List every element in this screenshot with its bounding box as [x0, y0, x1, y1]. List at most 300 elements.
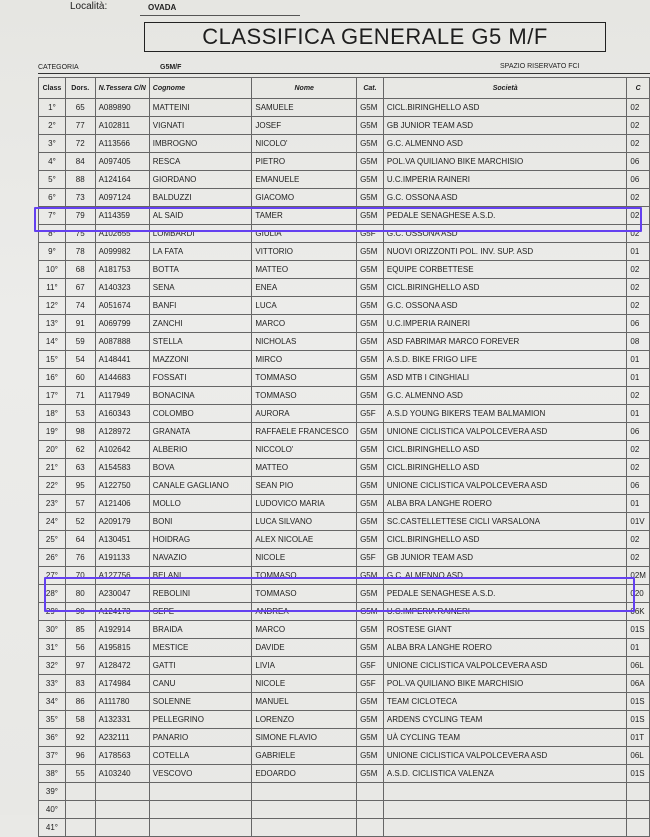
row-extra: 01 [627, 495, 650, 513]
row-extra: 02 [627, 459, 650, 477]
row-bib [65, 819, 95, 837]
row-extra: 01S [627, 693, 650, 711]
header-divider [38, 73, 650, 74]
row-rank: 33° [39, 675, 66, 693]
row-surname: BANFI [149, 297, 252, 315]
row-rank: 37° [39, 747, 66, 765]
row-surname: BOVA [149, 459, 252, 477]
row-rank: 23° [39, 495, 66, 513]
table-row [39, 153, 650, 171]
row-extra: 02 [627, 387, 650, 405]
highlight-box-row-7 [34, 207, 642, 232]
table-row [39, 513, 650, 531]
row-club: G.C. ALMENNO ASD [383, 567, 627, 585]
row-firstname [252, 783, 357, 801]
row-rank: 10° [39, 261, 66, 279]
row-surname: GATTI [149, 657, 252, 675]
row-surname: MESTICE [149, 639, 252, 657]
row-firstname: MARCO [252, 621, 357, 639]
row-license: A230047 [95, 585, 149, 603]
row-rank: 39° [39, 783, 66, 801]
row-firstname: GABRIELE [252, 747, 357, 765]
table-row [39, 639, 650, 657]
row-bib [65, 783, 95, 801]
table-row [39, 387, 650, 405]
table-row [39, 369, 650, 387]
col-header-extra: C [627, 78, 650, 99]
row-club: EQUIPE CORBETTESE [383, 261, 627, 279]
row-category: G5M [357, 729, 384, 747]
row-extra: 06A [627, 675, 650, 693]
row-extra: 06 [627, 423, 650, 441]
row-bib [65, 801, 95, 819]
col-header-dors: Dors. [65, 78, 95, 99]
row-surname: CANALE GAGLIANO [149, 477, 252, 495]
row-category: G5M [357, 423, 384, 441]
row-club: A.S.D. BIKE FRIGO LIFE [383, 351, 627, 369]
row-extra: 01 [627, 639, 650, 657]
row-bib: 95 [65, 477, 95, 495]
row-firstname: NICOLE [252, 675, 357, 693]
row-bib: 67 [65, 279, 95, 297]
row-bib: 83 [65, 675, 95, 693]
row-rank: 14° [39, 333, 66, 351]
row-bib: 77 [65, 117, 95, 135]
row-license: A113566 [95, 135, 149, 153]
row-surname: BONI [149, 513, 252, 531]
row-firstname: PIETRO [252, 153, 357, 171]
row-extra: 02M [627, 567, 650, 585]
table-row [39, 657, 650, 675]
row-category: G5M [357, 297, 384, 315]
row-extra: 01 [627, 351, 650, 369]
row-bib: 71 [65, 387, 95, 405]
table-row [39, 459, 650, 477]
row-bib: 73 [65, 189, 95, 207]
row-surname: NAVAZIO [149, 549, 252, 567]
row-category: G5M [357, 711, 384, 729]
row-rank: 29° [39, 603, 66, 621]
row-bib: 74 [65, 297, 95, 315]
row-firstname: GIULIA [252, 225, 357, 243]
location-label: Località: [70, 1, 108, 12]
row-extra: 06 [627, 315, 650, 333]
row-category [357, 801, 384, 819]
row-bib: 91 [65, 315, 95, 333]
row-bib: 85 [65, 621, 95, 639]
row-rank: 28° [39, 585, 66, 603]
row-category: G5M [357, 189, 384, 207]
row-firstname [252, 819, 357, 837]
row-firstname: VITTORIO [252, 243, 357, 261]
row-club: UNIONE CICLISTICA VALPOLCEVERA ASD [383, 423, 627, 441]
row-club: UNIONE CICLISTICA VALPOLCEVERA ASD [383, 747, 627, 765]
row-license: A128972 [95, 423, 149, 441]
row-bib: 84 [65, 153, 95, 171]
row-extra: 01 [627, 243, 650, 261]
row-rank: 21° [39, 459, 66, 477]
row-category: G5M [357, 621, 384, 639]
col-header-nome: Nome [252, 78, 357, 99]
row-surname: PANARIO [149, 729, 252, 747]
row-extra: 01 [627, 405, 650, 423]
row-firstname: NICOLO' [252, 135, 357, 153]
row-extra [627, 783, 650, 801]
row-category: G5M [357, 315, 384, 333]
table-row [39, 495, 650, 513]
row-firstname: LUCA [252, 297, 357, 315]
row-bib: 97 [65, 657, 95, 675]
row-category: G5M [357, 441, 384, 459]
row-extra: 02 [627, 297, 650, 315]
row-extra: 06K [627, 603, 650, 621]
row-license: A099982 [95, 243, 149, 261]
row-surname: STELLA [149, 333, 252, 351]
row-rank: 19° [39, 423, 66, 441]
row-license: A102642 [95, 441, 149, 459]
row-rank: 15° [39, 351, 66, 369]
row-license: A102655 [95, 225, 149, 243]
row-surname: ZANCHI [149, 315, 252, 333]
row-extra: 06L [627, 747, 650, 765]
row-firstname: AURORA [252, 405, 357, 423]
table-row [39, 747, 650, 765]
row-rank: 17° [39, 387, 66, 405]
row-category [357, 819, 384, 837]
row-category: G5M [357, 585, 384, 603]
row-category: G5M [357, 693, 384, 711]
row-surname: MATTEINI [149, 99, 252, 117]
row-firstname: TOMMASO [252, 585, 357, 603]
row-category: G5M [357, 603, 384, 621]
row-bib: 90 [65, 603, 95, 621]
row-bib: 86 [65, 693, 95, 711]
category-value: G5M/F [160, 64, 182, 71]
row-category: G5M [357, 261, 384, 279]
row-club: UNIONE CICLISTICA VALPOLCEVERA ASD [383, 477, 627, 495]
row-category: G5M [357, 351, 384, 369]
row-firstname: TAMER [252, 207, 357, 225]
row-license: A160343 [95, 405, 149, 423]
row-bib: 52 [65, 513, 95, 531]
row-category: G5M [357, 369, 384, 387]
row-club: U.C.IMPERIA RAINERI [383, 315, 627, 333]
table-row [39, 693, 650, 711]
table-row [39, 117, 650, 135]
row-club: ASD FABRIMAR MARCO FOREVER [383, 333, 627, 351]
row-extra: 06 [627, 153, 650, 171]
row-firstname: EDOARDO [252, 765, 357, 783]
table-row [39, 297, 650, 315]
row-rank: 16° [39, 369, 66, 387]
row-club [383, 819, 627, 837]
row-bib: 65 [65, 99, 95, 117]
row-surname: GIORDANO [149, 171, 252, 189]
row-category: G5M [357, 387, 384, 405]
row-license: A124164 [95, 171, 149, 189]
row-category: G5M [357, 531, 384, 549]
row-rank: 11° [39, 279, 66, 297]
row-surname: BOTTA [149, 261, 252, 279]
row-rank: 7° [39, 207, 66, 225]
row-surname: HOIDRAG [149, 531, 252, 549]
col-header-class: Class [39, 78, 66, 99]
col-header-tessera: N.Tessera C/N [95, 78, 149, 99]
row-license: A191133 [95, 549, 149, 567]
table-row [39, 729, 650, 747]
row-license: A102811 [95, 117, 149, 135]
row-extra: 01T [627, 729, 650, 747]
row-club: UÀ CYCLING TEAM [383, 729, 627, 747]
row-rank: 25° [39, 531, 66, 549]
row-club: CICL.BIRINGHELLO ASD [383, 531, 627, 549]
row-license: A192914 [95, 621, 149, 639]
row-extra: 01V [627, 513, 650, 531]
row-club: U.C.IMPERIA RAINERI [383, 603, 627, 621]
row-rank: 3° [39, 135, 66, 153]
row-club: ALBA BRA LANGHE ROERO [383, 495, 627, 513]
row-category: G5M [357, 99, 384, 117]
row-extra: 02 [627, 549, 650, 567]
table-row [39, 333, 650, 351]
row-club: A.S.D YOUNG BIKERS TEAM BALMAMION [383, 405, 627, 423]
row-club: ALBA BRA LANGHE ROERO [383, 639, 627, 657]
row-extra: 02 [627, 117, 650, 135]
row-rank: 30° [39, 621, 66, 639]
row-license: A051674 [95, 297, 149, 315]
row-club: CICL.BIRINGHELLO ASD [383, 279, 627, 297]
row-club: TEAM CICLOTECA [383, 693, 627, 711]
row-club: U.C.IMPERIA RAINERI [383, 171, 627, 189]
row-club: G.C. OSSONA ASD [383, 225, 627, 243]
row-rank: 12° [39, 297, 66, 315]
row-extra [627, 819, 650, 837]
row-category: G5M [357, 279, 384, 297]
row-extra: 01S [627, 765, 650, 783]
row-firstname: EMANUELE [252, 171, 357, 189]
row-firstname: TOMMASO [252, 387, 357, 405]
row-bib: 88 [65, 171, 95, 189]
row-extra: 02 [627, 99, 650, 117]
row-extra: 01S [627, 621, 650, 639]
row-rank: 34° [39, 693, 66, 711]
row-club: ARDENS CYCLING TEAM [383, 711, 627, 729]
table-row [39, 711, 650, 729]
table-row [39, 441, 650, 459]
row-bib: 56 [65, 639, 95, 657]
row-bib: 62 [65, 441, 95, 459]
row-category: G5M [357, 117, 384, 135]
location-value: OVADA [148, 3, 177, 12]
row-rank: 13° [39, 315, 66, 333]
row-extra: 06 [627, 171, 650, 189]
row-extra: 02 [627, 441, 650, 459]
row-license: A232111 [95, 729, 149, 747]
row-firstname: MANUEL [252, 693, 357, 711]
row-rank: 5° [39, 171, 66, 189]
row-firstname: JOSEF [252, 117, 357, 135]
ranking-table [38, 77, 650, 837]
page-title: CLASSIFICA GENERALE G5 M/F [144, 22, 606, 52]
row-license: A174984 [95, 675, 149, 693]
row-bib: 79 [65, 207, 95, 225]
row-firstname: SAMUELE [252, 99, 357, 117]
table-row [39, 243, 650, 261]
row-bib: 53 [65, 405, 95, 423]
table-row [39, 819, 650, 837]
row-category: G5F [357, 549, 384, 567]
row-extra: 01S [627, 711, 650, 729]
row-bib: 75 [65, 225, 95, 243]
row-license [95, 783, 149, 801]
row-license: A140323 [95, 279, 149, 297]
row-category: G5F [357, 225, 384, 243]
row-rank: 24° [39, 513, 66, 531]
row-rank: 22° [39, 477, 66, 495]
row-extra: 02 [627, 261, 650, 279]
row-category: G5M [357, 243, 384, 261]
row-club: A.S.D. CICLISTICA VALENZA [383, 765, 627, 783]
row-bib: 78 [65, 243, 95, 261]
row-firstname: RAFFAELE FRANCESCO [252, 423, 357, 441]
row-category: G5M [357, 477, 384, 495]
row-surname: GRANATA [149, 423, 252, 441]
row-category: G5M [357, 495, 384, 513]
row-firstname: NICOLE [252, 549, 357, 567]
row-license: A195815 [95, 639, 149, 657]
row-license: A154583 [95, 459, 149, 477]
row-license: A117949 [95, 387, 149, 405]
table-row [39, 261, 650, 279]
row-rank: 9° [39, 243, 66, 261]
row-bib: 54 [65, 351, 95, 369]
row-club [383, 801, 627, 819]
row-extra: 02 [627, 531, 650, 549]
row-club: G.C. OSSONA ASD [383, 297, 627, 315]
row-surname: LOMBARDI [149, 225, 252, 243]
row-surname: COTELLA [149, 747, 252, 765]
table-row [39, 405, 650, 423]
highlight-box-row-28 [44, 577, 635, 612]
row-surname: FOSSATI [149, 369, 252, 387]
row-license: A069799 [95, 315, 149, 333]
row-extra: 01 [627, 369, 650, 387]
row-surname: IMBROGNO [149, 135, 252, 153]
row-club: POL.VA QUILIANO BIKE MARCHISIO [383, 153, 627, 171]
row-firstname: TOMMASO [252, 369, 357, 387]
row-category: G5F [357, 405, 384, 423]
row-license: A132331 [95, 711, 149, 729]
row-rank: 38° [39, 765, 66, 783]
row-extra: 020 [627, 585, 650, 603]
row-surname: AL SAID [149, 207, 252, 225]
row-category: G5M [357, 765, 384, 783]
row-surname: LA FATA [149, 243, 252, 261]
row-bib: 57 [65, 495, 95, 513]
row-category: G5M [357, 459, 384, 477]
row-firstname: TOMMASO [252, 567, 357, 585]
row-category: G5M [357, 207, 384, 225]
row-license: A209179 [95, 513, 149, 531]
row-bib: 80 [65, 585, 95, 603]
row-surname [149, 801, 252, 819]
row-license [95, 819, 149, 837]
row-rank: 31° [39, 639, 66, 657]
row-category [357, 783, 384, 801]
row-club: ROSTESE GIANT [383, 621, 627, 639]
table-row [39, 315, 650, 333]
row-firstname: SEAN PIO [252, 477, 357, 495]
row-extra: 02 [627, 189, 650, 207]
row-license: A128472 [95, 657, 149, 675]
row-firstname: DAVIDE [252, 639, 357, 657]
row-firstname: LUDOVICO MARIA [252, 495, 357, 513]
row-club: POL.VA QUILIANO BIKE MARCHISIO [383, 675, 627, 693]
fci-reserved-label: SPAZIO RISERVATO FCI [500, 63, 580, 70]
row-category: G5M [357, 567, 384, 585]
row-surname: MOLLO [149, 495, 252, 513]
row-club: G.C. OSSONA ASD [383, 189, 627, 207]
row-extra: 02 [627, 135, 650, 153]
row-firstname [252, 801, 357, 819]
row-surname: COLOMBO [149, 405, 252, 423]
row-license: A130451 [95, 531, 149, 549]
row-rank: 6° [39, 189, 66, 207]
row-bib: 92 [65, 729, 95, 747]
category-label: CATEGORIA [38, 64, 79, 71]
row-club [383, 783, 627, 801]
row-bib: 58 [65, 711, 95, 729]
row-category: G5M [357, 333, 384, 351]
row-club: PEDALE SENAGHESE A.S.D. [383, 585, 627, 603]
row-rank: 18° [39, 405, 66, 423]
col-header-societa: Società [383, 78, 627, 99]
row-club: PEDALE SENAGHESE A.S.D. [383, 207, 627, 225]
row-bib: 60 [65, 369, 95, 387]
row-surname: BELANI [149, 567, 252, 585]
row-rank: 26° [39, 549, 66, 567]
row-category: G5F [357, 675, 384, 693]
table-row [39, 171, 650, 189]
row-surname: BRAIDA [149, 621, 252, 639]
row-club: CICL.BIRINGHELLO ASD [383, 99, 627, 117]
row-firstname: GIACOMO [252, 189, 357, 207]
row-extra: 06L [627, 657, 650, 675]
row-bib: 64 [65, 531, 95, 549]
row-category: G5M [357, 639, 384, 657]
row-club: NUOVI ORIZZONTI POL. INV. SUP. ASD [383, 243, 627, 261]
row-category: G5M [357, 153, 384, 171]
row-club: UNIONE CICLISTICA VALPOLCEVERA ASD [383, 657, 627, 675]
row-license: A097124 [95, 189, 149, 207]
row-bib: 72 [65, 135, 95, 153]
table-header-row [39, 78, 650, 99]
row-category: G5M [357, 135, 384, 153]
row-firstname: SIMONE FLAVIO [252, 729, 357, 747]
row-rank: 1° [39, 99, 66, 117]
row-surname [149, 819, 252, 837]
table-row [39, 99, 650, 117]
table-row [39, 765, 650, 783]
table-row [39, 783, 650, 801]
row-license: A178563 [95, 747, 149, 765]
row-firstname: ENEA [252, 279, 357, 297]
col-header-cognome: Cognome [149, 78, 252, 99]
row-club: CICL.BIRINGHELLO ASD [383, 459, 627, 477]
table-row [39, 423, 650, 441]
row-extra: 02 [627, 207, 650, 225]
row-firstname: NICHOLAS [252, 333, 357, 351]
